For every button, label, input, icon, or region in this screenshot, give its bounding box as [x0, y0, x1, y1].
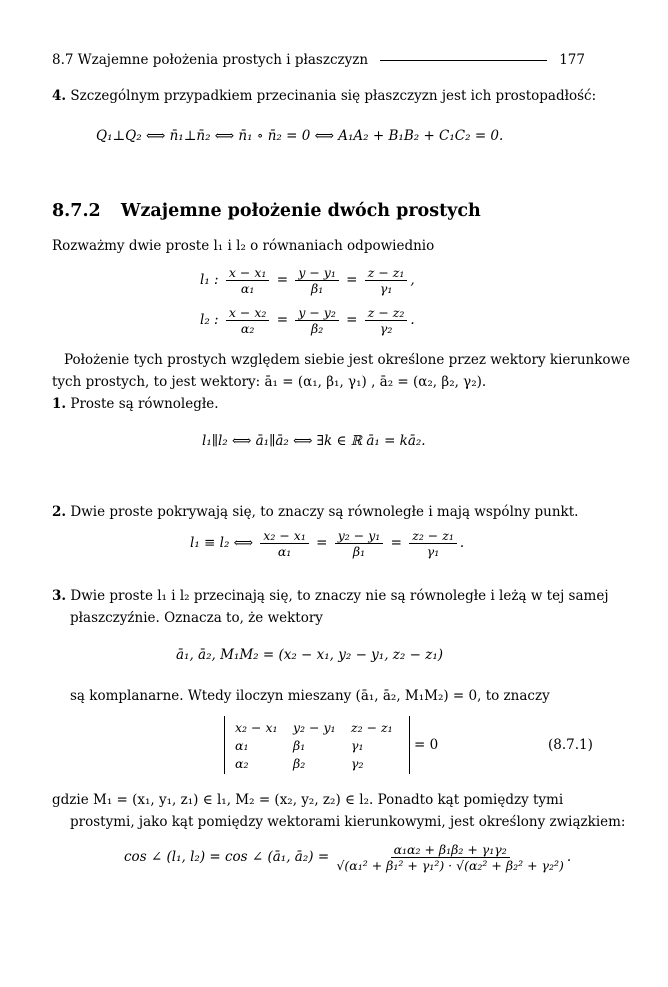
eq-l2-frac-x: $\frac{\text{x − x₂}}{\text{α₂}}$: [226, 305, 270, 336]
parallel-formula: l₁∥l₂ ⟺ ā₁∥ā₂ ⟺ ∃k ∈ ℝ ā₁ = kā₂.: [202, 433, 426, 449]
point-2: [52, 502, 578, 522]
point-3: [52, 586, 609, 606]
eq-l1-frac-x: $\frac{\text{x − x₁}}{\text{α₁}}$: [226, 265, 270, 296]
equation-label: (8.7.1): [548, 737, 593, 753]
position-paragraph-line-2: tych prostych, to jest wektory: ā₁ = (α₁, β₁, γ₁) , ā₂ = (α₂, β₂, γ₂).: [52, 374, 487, 390]
eq-l2-frac-y: $\frac{\text{y − y₂}}{\text{β₂}}$: [295, 305, 339, 336]
eq-l2-lhs: l₂ :: [200, 312, 219, 328]
coincident-formula: l₁ ≡ l₂ ⟺ $\frac{\text{x₂ − x₁}}{\text{α₁}}$ = $\frac{\text{y₂ − y₁}}{\text{β₁}}$ = $\frac{\text{z₂ − z₁}}{\text{γ₁}}$ .: [190, 528, 465, 559]
where-line-1: gdzie M₁ = (x₁, y₁, z₁) ∈ l₁, M₂ = (x₂, y₂, z₂) ∈ l₂. Ponadto kąt pomiędzy tymi: [52, 792, 564, 808]
point-4-text: Szczególnym przypadkiem przecinania się płaszczyzn jest ich prostopadłość:: [70, 88, 597, 104]
equation-l2: l₂ : $\frac{\text{x − x₂}}{\text{α₂}}$ = $\frac{\text{y − y₂}}{\text{β₂}}$ = $\frac{\text{z − z₂}}{\text{γ₂}}$ .: [200, 305, 415, 336]
header-rule: [380, 60, 547, 61]
running-header: [52, 52, 585, 68]
page-number: 177: [559, 52, 585, 68]
point-2-text: Dwie proste pokrywają się, to znaczy są równoległe i mają wspólny punkt.: [70, 504, 579, 520]
coincident-frac-y: $\frac{\text{y₂ − y₁}}{\text{β₁}}$: [335, 528, 384, 559]
eq-l1-frac-y: $\frac{\text{y − y₁}}{\text{β₁}}$: [295, 265, 339, 296]
determinant: x₂ − x₁ y₂ − y₁ z₂ − z₁ α₁ β₁ γ₁ α₂ β₂ γ₂: [224, 716, 410, 774]
point-4: [52, 86, 596, 106]
position-paragraph-line-1: Położenie tych prostych względem siebie jest określone przez wektory kierunkowe: [64, 352, 631, 368]
point-1-number: 1.: [52, 396, 67, 412]
chapter-title: 8.7 Wzajemne położenia prostych i płaszczyzn: [52, 52, 369, 68]
cosine-formula: cos ∠ (l₁, l₂) = cos ∠ (ā₁, ā₂) = $\frac{\text{α₁α₂ + β₁β₂ + γ₁γ₂}}{\text{√(α₁² + β₁² + γ₁²) · √(α₂² + β₂² + γ₂²)}}$ .: [124, 842, 572, 873]
eq-l2-frac-z: $\frac{\text{z − z₂}}{\text{γ₂}}$: [365, 305, 408, 336]
cosine-fraction: $\frac{\text{α₁α₂ + β₁β₂ + γ₁γ₂}}{\text{√(α₁² + β₁² + γ₁²) · √(α₂² + β₂² + γ₂²)}}$: [336, 842, 564, 873]
point-3-number: 3.: [52, 588, 67, 604]
section-number: 8.7.2: [52, 201, 101, 221]
coincident-frac-z: $\frac{\text{z₂ − z₁}}{\text{γ₁}}$: [409, 528, 457, 559]
determinant-equals: = 0: [414, 737, 439, 753]
coincident-frac-x: $\frac{\text{x₂ − x₁}}{\text{α₁}}$: [260, 528, 309, 559]
eq-l1-lhs: l₁ :: [200, 272, 219, 288]
perpendicular-formula: Q₁⊥Q₂ ⟺ n̄₁⊥n̄₂ ⟺ n̄₁ ∘ n̄₂ = 0 ⟺ A₁A₂ + B₁B₂ + C₁C₂ = 0.: [96, 128, 504, 144]
equation-l1: l₁ : $\frac{\text{x − x₁}}{\text{α₁}}$ = $\frac{\text{y − y₁}}{\text{β₁}}$ = $\frac{\text{z − z₁}}{\text{γ₁}}$ ,: [200, 265, 415, 296]
point-3-line-2: płaszczyźnie. Oznacza to, że wektory: [70, 610, 323, 626]
intro-text: Rozważmy dwie proste l₁ i l₂ o równaniach odpowiednio: [52, 238, 435, 254]
where-line-2: prostymi, jako kąt pomiędzy wektorami kierunkowymi, jest określony związkiem:: [70, 814, 626, 830]
section-heading: [52, 201, 481, 221]
point-2-number: 2.: [52, 504, 67, 520]
point-1-text: Proste są równoległe.: [70, 396, 219, 412]
point-3-line-1: Dwie proste l₁ i l₂ przecinają się, to znaczy nie są równoległe i leżą w tej samej: [70, 588, 609, 604]
coplanar-text: są komplanarne. Wtedy iloczyn mieszany (ā₁, ā₂, M₁M₂) = 0, to znaczy: [70, 688, 550, 704]
eq-l1-frac-z: $\frac{\text{z − z₁}}{\text{γ₁}}$: [365, 265, 408, 296]
point-1: [52, 394, 219, 414]
vectors-formula: ā₁, ā₂, M₁M₂ = (x₂ − x₁, y₂ − y₁, z₂ − z₁): [176, 647, 444, 663]
section-title: Wzajemne położenie dwóch prostych: [120, 201, 481, 221]
point-4-number: 4.: [52, 88, 67, 104]
